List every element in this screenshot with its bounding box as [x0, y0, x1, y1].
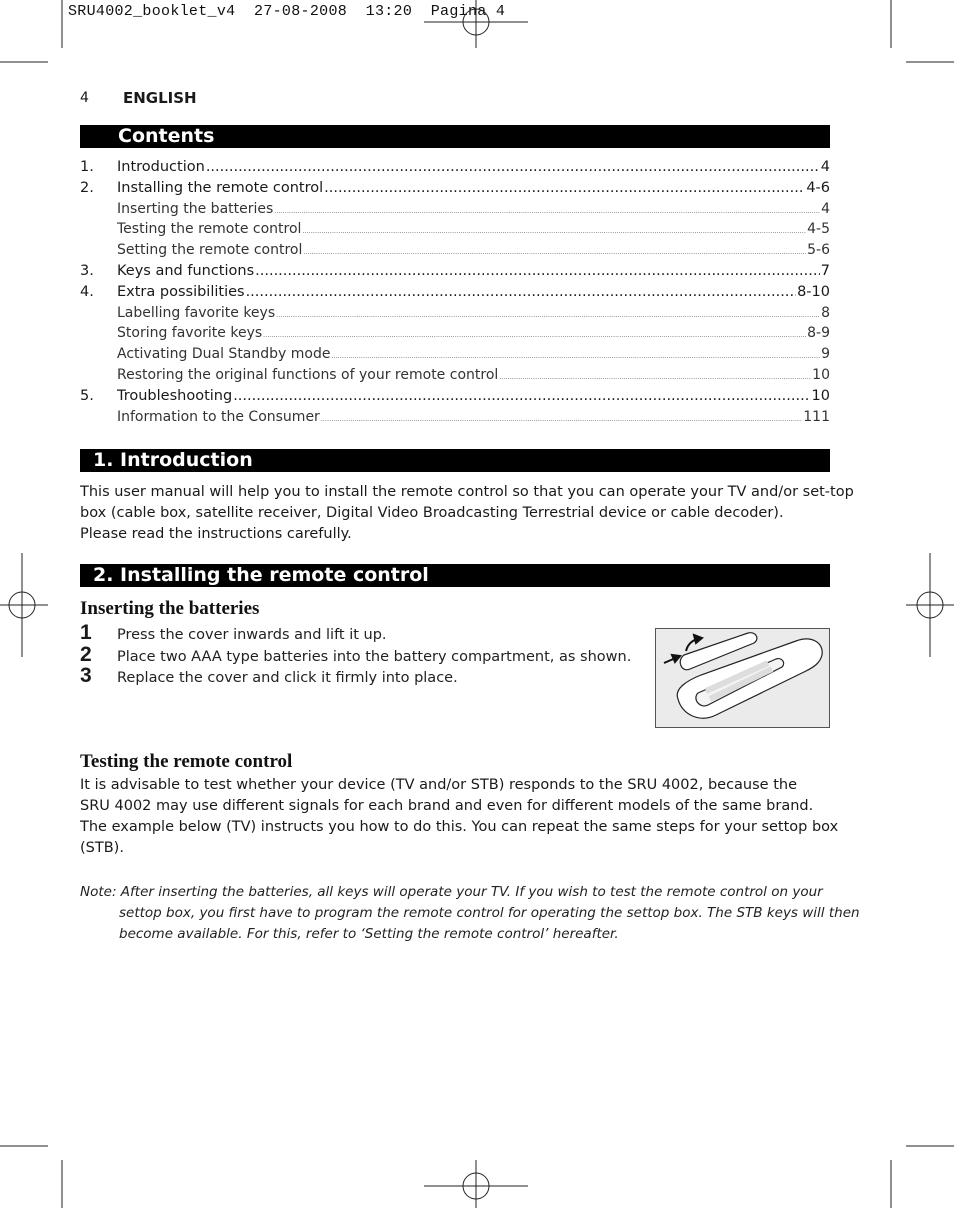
toc-entry: [80, 346, 830, 367]
intro-line: Please read the instructions carefully.: [80, 526, 352, 542]
toc-dot-leader: [206, 159, 820, 175]
testing-heading: Testing the remote control: [80, 751, 293, 772]
toc-entry-number: 5.: [80, 387, 94, 404]
toc-entry: [80, 180, 830, 201]
toc-dot-leader: [321, 416, 802, 423]
print-slug: SRU4002_booklet_v4 27-08-2008 13:20 Pagina 4: [68, 3, 506, 20]
toc-entry-page: 7: [820, 262, 830, 279]
contents-heading: Contents: [80, 125, 830, 148]
toc-entry-label: Setting the remote control: [117, 242, 303, 259]
toc-dot-leader: [233, 388, 810, 404]
step-number: 1: [80, 621, 92, 644]
toc-entry-page: 5-6: [807, 242, 830, 259]
testing-text: [80, 775, 839, 859]
toc-dot-leader: [255, 263, 820, 279]
toc-dot-leader: [274, 208, 820, 215]
toc-entry-label: Information to the Consumer: [117, 408, 320, 425]
battery-illustration: [655, 628, 830, 728]
toc-entry-label: Storing favorite keys: [117, 325, 263, 342]
intro-line: This user manual will help you to install the remote control so that you can operate your TV and/or set-top: [80, 484, 854, 500]
note-line: settop box, you first have to program the remote control for operating the settop box. The STB keys will then: [119, 905, 860, 921]
toc-entry-label: Restoring the original functions of your remote control: [117, 366, 499, 383]
toc-entry-page: 10: [812, 366, 830, 383]
toc-entry: [80, 263, 830, 284]
toc-entry-label: Activating Dual Standby mode: [117, 346, 331, 363]
toc-entry-number: 4.: [80, 283, 94, 300]
step-item: [80, 643, 631, 665]
toc-entry-number: 3.: [80, 262, 94, 279]
introduction-text: [80, 482, 854, 545]
toc-entry-label: Installing the remote control: [117, 179, 324, 196]
toc-entry: [80, 221, 830, 242]
toc-dot-leader: [276, 312, 820, 319]
toc-entry-number: 1.: [80, 159, 94, 175]
toc-entry-page: 4: [820, 159, 830, 175]
step-text: Press the cover inwards and lift it up.: [117, 627, 387, 643]
toc-entry: [80, 242, 830, 263]
toc-entry: [80, 201, 830, 222]
step-item: [80, 621, 631, 643]
step-number: 2: [80, 642, 92, 666]
toc-entry: [80, 409, 830, 430]
toc-entry-page: 4-6: [806, 179, 830, 196]
note-text: [80, 882, 860, 945]
testing-line: (STB).: [80, 840, 124, 856]
toc-entry-page: 8-10: [797, 283, 830, 300]
inserting-batteries-heading: Inserting the batteries: [80, 598, 260, 619]
toc-entry-page: 111: [803, 408, 830, 425]
toc-entry-label: Introduction: [117, 159, 205, 175]
installing-heading: 2. Installing the remote control: [80, 564, 830, 587]
toc-entry: [80, 325, 830, 346]
step-text: Place two AAA type batteries into the battery compartment, as shown.: [117, 648, 632, 665]
step-number: 3: [80, 664, 92, 687]
toc-entry-page: 4: [821, 200, 830, 217]
toc-entry-page: 10: [811, 387, 830, 404]
toc-entry-label: Extra possibilities: [117, 283, 245, 300]
toc-entry-page: 8: [821, 304, 830, 321]
toc-entry-label: Troubleshooting: [117, 387, 233, 404]
toc-entry-page: 8-9: [807, 325, 830, 342]
testing-line: SRU 4002 may use different signals for each brand and even for different models of the same brand.: [80, 798, 814, 814]
step-item: [80, 664, 631, 686]
toc-entry-label: Keys and functions: [117, 262, 255, 279]
toc-entry: [80, 388, 830, 409]
toc-entry-label: Testing the remote control: [117, 221, 302, 238]
toc-entry: [80, 159, 830, 180]
toc-dot-leader: [324, 180, 805, 196]
toc-entry-page: 4-5: [807, 221, 830, 238]
toc-entry: [80, 367, 830, 388]
note-line: Note: After inserting the batteries, all keys will operate your TV. If you wish to test the remote control on your: [80, 884, 823, 900]
language-label: ENGLISH: [123, 89, 197, 107]
toc-entry: [80, 284, 830, 305]
introduction-heading: 1. Introduction: [80, 449, 830, 472]
testing-line: It is advisable to test whether your device (TV and/or STB) responds to the SRU 4002, because the: [80, 777, 797, 793]
toc-entry-label: Labelling favorite keys: [117, 304, 276, 321]
toc-dot-leader: [499, 374, 811, 381]
toc-dot-leader: [302, 228, 806, 235]
toc-dot-leader: [246, 284, 797, 300]
step-text: Replace the cover and click it firmly into place.: [117, 670, 458, 686]
toc-entry-label: Inserting the batteries: [117, 200, 274, 217]
toc-entry-number: 2.: [80, 179, 94, 196]
toc-dot-leader: [331, 353, 820, 360]
toc-dot-leader: [303, 249, 806, 256]
intro-line: box (cable box, satellite receiver, Digital Video Broadcasting Terrestrial device or cable decoder).: [80, 505, 784, 521]
testing-line: The example below (TV) instructs you how to do this. You can repeat the same steps for your settop box: [80, 819, 839, 835]
battery-steps: [80, 621, 631, 686]
toc-entry-page: 9: [821, 346, 830, 363]
note-line: become available. For this, refer to ‘Setting the remote control’ hereafter.: [119, 926, 619, 942]
page-number: 4: [80, 90, 89, 106]
toc-entry: [80, 305, 830, 326]
table-of-contents: [80, 159, 830, 429]
toc-dot-leader: [263, 332, 806, 339]
